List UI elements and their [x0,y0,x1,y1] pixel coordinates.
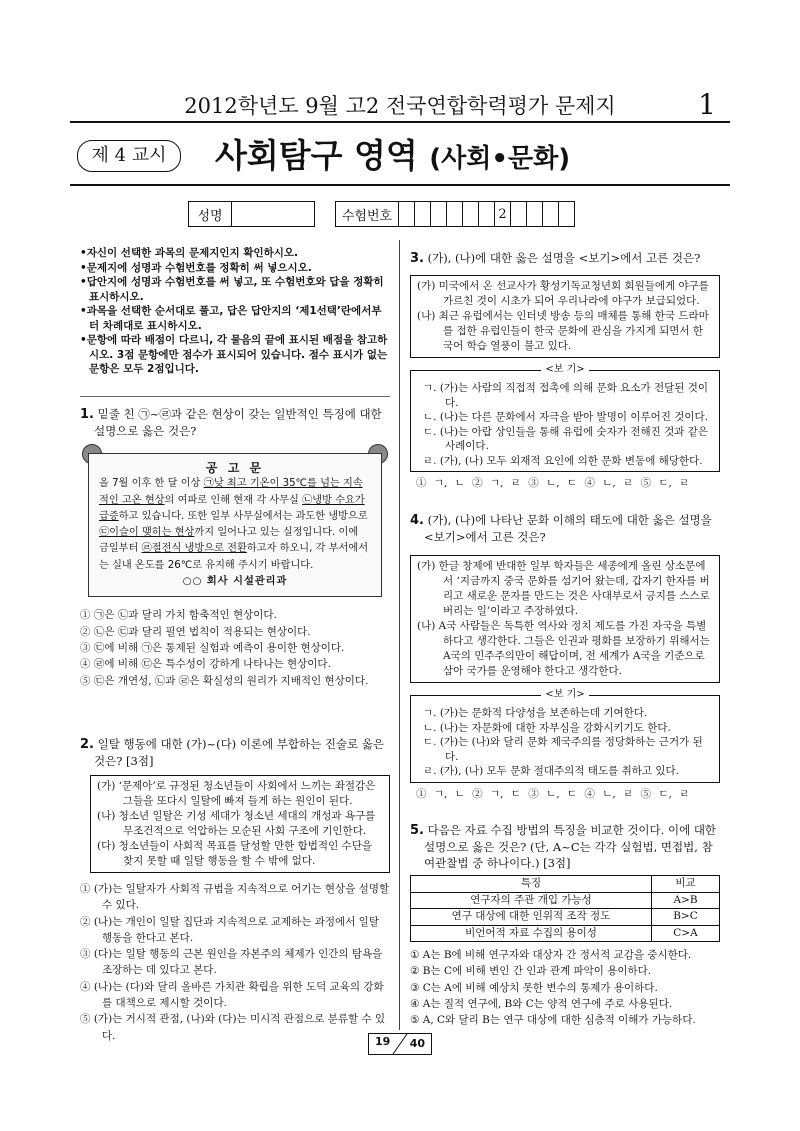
exam-number-cell[interactable] [527,202,543,227]
answer-option[interactable]: ③ ㉢에 비해 ㉠은 통제된 실험과 예측이 용이한 현상이다. [80,641,345,654]
table-cell: 연구 대상에 대한 인위적 조작 정도 [411,909,652,926]
exam-number-label: 수험번호 [336,202,399,227]
question-stem: 일탈 행동에 대한 (가)~(다) 이론에 부합하는 진술로 옳은 것은? [3점] [94,737,385,768]
instructions [80,246,388,377]
question-4 [410,512,720,802]
answer-option[interactable]: ② B는 C에 비해 변인 간 인과 관계 파악이 용이하다. [410,965,652,978]
table-header: 특징 [411,876,652,893]
bogi-item: ㄹ. (가), (나) 모두 문화 절대주의적 태도를 취하고 있다. [423,765,679,777]
table-header: 비교 [652,876,720,893]
answer-choices[interactable]: ① ㄱ, ㄴ ② ㄱ, ㄷ ③ ㄴ, ㄷ ④ ㄴ, ㄹ ⑤ ㄷ, ㄹ [416,787,690,800]
question-stem: 다음은 자료 수집 방법의 특징을 비교한 것이다. 이에 대한 설명으로 옳은 것은? (단, A~C는 각각 실험법, 면접법, 참여관찰법 중 하나이다.) [3점] [424,823,717,870]
table-row [411,909,720,926]
question-stem: 밑줄 친 ㉠~㉣과 같은 현상이 갖는 일반적인 특징에 대한 설명으로 옳은 것은? [94,407,382,438]
question-number: 5. [410,823,424,838]
question-1 [80,406,390,689]
subject-rule [70,184,730,186]
answer-option[interactable]: ⑤ ㉢은 개연성, ㉡과 ㉣은 확실성의 원리가 지배적인 현상이다. [80,674,369,687]
exam-number-table [335,201,575,227]
answer-option[interactable]: ④ ㉣에 비해 ㉢은 특수성이 강하게 나타나는 현상이다. [80,658,331,671]
bogi-item: ㄹ. (가), (나) 모두 외재적 요인에 의한 문화 변동에 해당한다. [423,454,703,467]
question-stem: (가), (나)에 대한 옳은 설명을 <보기>에서 고른 것은? [427,251,701,265]
underlined-phrase: ㉡냉방 수요가 급증 [99,494,365,522]
instructions-rule [80,396,390,397]
answer-option[interactable]: ④ (나)는 (다)와 달리 올바른 가치관 확립을 위한 도덕 교육의 강화를 대책으로 제시할 것이다. [80,980,384,1010]
answer-option[interactable]: ① (가)는 일탈자가 사회적 규범을 지속적으로 어기는 현상을 설명할 수 있다. [80,883,390,912]
answer-option[interactable]: ④ A는 질적 연구에, B와 C는 양적 연구에 주로 사용된다. [410,997,673,1010]
instruction-item: •답안지에 성명과 수험번호를 써 넣고, 또 수험번호와 답을 정확히 표시하시오. [80,276,384,303]
period-label: 제 4 교시 [77,140,181,172]
notice-title: 공 고 문 [205,461,265,475]
passage-box [90,775,390,873]
answer-option[interactable]: ③ (다)는 일탈 행동의 근본 원인을 자본주의 체제가 인간의 탐욕을 조장하는 데 있다고 본다. [80,948,383,977]
name-table [188,201,315,227]
answer-option[interactable]: ② ㉡은 ㉢과 달리 필연 법칙이 적용되는 현상이다. [80,625,311,638]
notice-box [88,453,382,597]
answer-option[interactable]: ① ㉠은 ㉡과 달리 가치 함축적인 현상이다. [80,609,277,622]
bogi-title: <보 기> [541,689,588,700]
bogi-item: ㄴ. (나)는 다른 문화에서 자극을 받아 발명이 이루어진 것이다. [423,411,709,423]
bogi-item: ㄷ. (가)는 (나)와 달리 문화 제국주의를 정당화하는 근거가 된다. [423,736,703,763]
passage-item: (가) ‘문제아’로 규정된 청소년들이 사회에서 느끼는 좌절감은 그들을 또다시 일탈에 빠져 들게 하는 원인이 된다. [97,780,376,807]
instruction-item: •문항에 따라 배점이 다르니, 각 물음의 끝에 표시된 배점을 참고하시오. 3점 문항에만 점수가 표시되어 있습니다. 점수 표시가 없는 문항은 모두 2점입니다. [80,334,388,375]
bogi-title: <보 기> [541,364,588,375]
name-field[interactable] [232,202,315,227]
answer-option[interactable]: ⑤ (가)는 거시적 관점, (나)와 (다)는 미시적 관점으로 분류할 수 있다. [80,1013,386,1042]
header-rule [70,121,730,123]
instruction-item: •과목을 선택한 순서대로 풀고, 답은 답안지의 ‘제1선택’란에서부터 차례대로 표시하시오. [80,305,382,332]
name-label: 성명 [189,202,232,227]
passage-item: (가) 미국에서 온 선교사가 황성기독교청년회 회원들에게 야구를 가르친 것이 시초가 되어 우리나라에 야구가 보급되었다. [417,280,709,307]
table-cell: 연구자의 주관 개입 가능성 [411,892,652,909]
underlined-phrase: ㉢이슬이 맺히는 현상 [99,527,195,539]
page-total: 40 [409,1037,425,1050]
notice-signature: ○○ 회사 시설관리과 [182,576,288,588]
bogi-item: ㄴ. (나)는 자문화에 대한 자부심을 강화시키기도 한다. [423,721,671,734]
exam-number-cell[interactable] [415,202,431,227]
table-cell: A>B [652,892,720,909]
question-2 [80,736,390,1044]
table-row [411,925,720,942]
bogi-box [410,364,720,472]
answer-option[interactable]: ③ C는 A에 비해 예상치 못한 변수의 통제가 용이하다. [410,981,658,994]
instruction-item: •문제지에 성명과 수험번호를 정확히 써 넣으시오. [80,261,312,274]
table-cell: 비언어적 자료 수집의 용이성 [411,925,652,942]
table-cell: B>C [652,909,720,926]
instruction-item: •자신이 선택한 과목의 문제지인지 확인하시오. [80,247,299,259]
bogi-item: ㄱ. (가)는 문화적 다양성을 보존하는데 기여한다. [423,707,648,719]
subject-title [215,130,570,177]
exam-number-cell[interactable] [399,202,415,227]
question-3 [410,250,720,491]
exam-number-cell[interactable] [431,202,447,227]
passage-item: (나) A국 사람들은 독특한 역사와 정치 제도를 가진 자국을 특별하다고 생각한다. 그들은 인권과 평화를 보장하기 위해서는 A국의 민주주의만이 해답이며, 전 세계가 A국을 기준으로 삼아 국가를 운영해야 한다고 생각한다. [417,620,710,677]
answer-choices[interactable]: ① ㄱ, ㄴ ② ㄱ, ㄹ ③ ㄴ, ㄷ ④ ㄴ, ㄹ ⑤ ㄷ, ㄹ [416,477,690,489]
subject-detail: (사회•문화) [429,144,571,174]
page-indicator [368,1033,432,1055]
question-5 [410,822,720,1028]
exam-number-cell[interactable] [479,202,495,227]
answer-option[interactable]: ⑤ A, C와 달리 B는 연구 대상에 대한 심층적 이해가 가능하다. [410,1014,696,1027]
table-row [411,892,720,909]
answer-option[interactable]: ① A는 B에 비해 연구자와 대상자 간 정서적 교감을 중시한다. [410,949,692,961]
exam-title: 2012학년도 9월 고2 전국연합학력평가 문제지 [184,94,616,118]
exam-number-cell: 2 [495,202,511,227]
exam-number-cell[interactable] [447,202,463,227]
passage-item: (나) 청소년 일탈은 기성 세대가 청소년 세대의 개성과 욕구를 무조건적으로 억압하는 모순된 사회 구조에 기인한다. [97,810,376,837]
notice-body: 올 7월 이후 한 달 이상 ㉠낮 최고 기온이 35℃를 넘는 지속적인 고온 현상의 여파로 인해 현재 각 사무실 ㉡냉방 수요가 급증하고 있습니다. 또한 일부 사무실에서는 과도한 냉방으로 ㉢이슬이 맺히는 현상까지 일어나고 있는 실정입니다. 이에 금일부터 ㉣절전식 냉방으로 전환하고자 하오니, 각 부서에서는 실내 온도를 26℃로 유지해 주시기 바랍니다. [99,478,369,571]
exam-number-cell[interactable] [511,202,527,227]
question-number: 2. [80,737,94,752]
passage-box [410,555,720,683]
underlined-phrase: ㉠낮 최고 기온이 35℃를 넘는 지속적인 고온 현상 [99,478,363,506]
page-number: 1 [698,88,716,121]
exam-number-cell[interactable] [543,202,559,227]
question-number: 4. [410,513,424,528]
subject-name: 사회탐구 영역 [215,136,418,175]
question-number: 1. [80,407,94,422]
answer-option[interactable]: ② (나)는 개인이 일탈 집단과 지속적으로 교제하는 과정에서 일탈 행동을 한다고 본다. [80,915,379,944]
notice-wrapper [88,453,382,597]
underlined-phrase: ㉣절전식 냉방으로 전환 [141,543,247,555]
bogi-item: ㄷ. (나)는 아랍 상인들을 통해 유럽에 숫자가 전해진 것과 같은 사례이다. [423,425,709,452]
bogi-item: ㄱ. (가)는 사람의 직접적 접촉에 의해 문화 요소가 전달된 것이다. [423,382,709,409]
question-number: 3. [410,251,424,266]
question-stem: (가), (나)에 나타난 문화 이해의 태도에 대한 옳은 설명을 <보기>에서 고른 것은? [424,513,712,544]
column-divider [399,240,400,1030]
table-cell: C>A [652,925,720,942]
passage-item: (나) 최근 유럽에서는 인터넷 방송 등의 매체를 통해 한국 드라마를 접한 유럽인들이 한국 문화에 관심을 가지게 되면서 한국어 학습 열풍이 불고 있다. [417,310,709,352]
exam-number-cell[interactable] [559,202,575,227]
comparison-table [410,875,720,942]
bogi-box [410,689,720,783]
exam-number-cell[interactable] [463,202,479,227]
passage-box [410,275,720,358]
passage-item: (가) 한글 창제에 반대한 일부 학자들은 세종에게 올린 상소문에서 ‘지금까지 중국 문화를 섬기어 왔는데, 갑자기 한자를 버리고 새로운 문자를 만드는 것은 사대부로서 긍지를 스스로 버리는 일’이라고 주장하였다. [417,560,710,617]
passage-item: (다) 청소년들이 사회적 목표를 달성할 만한 합법적인 수단을 찾지 못할 때 일탈 행동을 할 수 밖에 없다. [97,840,372,867]
page-current: 19 [375,1035,391,1048]
